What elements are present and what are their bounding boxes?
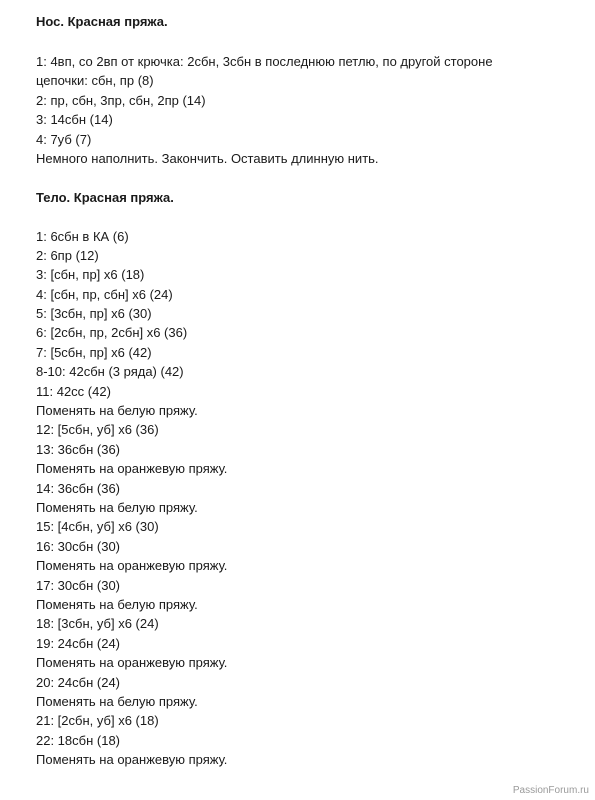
body-line: 2: 6пр (12) [36, 248, 99, 263]
body-line: 15: [4сбн, уб] х6 (30) [36, 519, 159, 534]
body-line: 20: 24сбн (24) [36, 675, 120, 690]
body-line: 18: [3сбн, уб] х6 (24) [36, 616, 159, 631]
nose-line: 2: пр, сбн, 3пр, сбн, 2пр (14) [36, 93, 206, 108]
body-line: 11: 42сс (42) [36, 384, 111, 399]
body-line: 4: [сбн, пр, сбн] х6 (24) [36, 287, 173, 302]
body-line: Поменять на белую пряжу. [36, 694, 198, 709]
body-line: 6: [2сбн, пр, 2сбн] х6 (36) [36, 325, 188, 340]
body-line: 3: [сбн, пр] х6 (18) [36, 267, 145, 282]
body-line: Поменять на оранжевую пряжу. [36, 461, 228, 476]
nose-line: 4: 7уб (7) [36, 132, 92, 147]
body-section-title: Тело. Красная пряжа. [36, 190, 174, 205]
nose-section-title: Нос. Красная пряжа. [36, 14, 168, 29]
body-line: 19: 24сбн (24) [36, 636, 120, 651]
body-line: 14: 36сбн (36) [36, 481, 120, 496]
body-line: 13: 36сбн (36) [36, 442, 120, 457]
nose-line: 3: 14сбн (14) [36, 112, 113, 127]
body-line: 12: [5сбн, уб] х6 (36) [36, 422, 159, 437]
body-line: 5: [3сбн, пр] х6 (30) [36, 306, 152, 321]
body-line: Поменять на белую пряжу. [36, 500, 198, 515]
body-line: Поменять на оранжевую пряжу. [36, 655, 228, 670]
body-line: 17: 30сбн (30) [36, 578, 120, 593]
nose-line: Немного наполнить. Закончить. Оставить длинную нить. [36, 151, 379, 166]
body-line: Поменять на оранжевую пряжу. [36, 558, 228, 573]
nose-line: 1: 4вп, со 2вп от крючка: 2сбн, 3сбн в последнюю петлю, по другой стороне [36, 54, 493, 69]
body-line: Поменять на оранжевую пряжу. [36, 752, 228, 767]
body-line: 16: 30сбн (30) [36, 539, 120, 554]
body-line: 7: [5сбн, пр] х6 (42) [36, 345, 152, 360]
body-line: 21: [2сбн, уб] х6 (18) [36, 713, 159, 728]
watermark: PassionForum.ru [512, 785, 589, 796]
body-line: 22: 18сбн (18) [36, 733, 120, 748]
body-line: Поменять на белую пряжу. [36, 403, 198, 418]
body-line: 1: 6сбн в КА (6) [36, 229, 129, 244]
body-line: Поменять на белую пряжу. [36, 597, 198, 612]
nose-line: цепочки: сбн, пр (8) [36, 73, 154, 88]
body-line: 8-10: 42сбн (3 ряда) (42) [36, 364, 184, 379]
